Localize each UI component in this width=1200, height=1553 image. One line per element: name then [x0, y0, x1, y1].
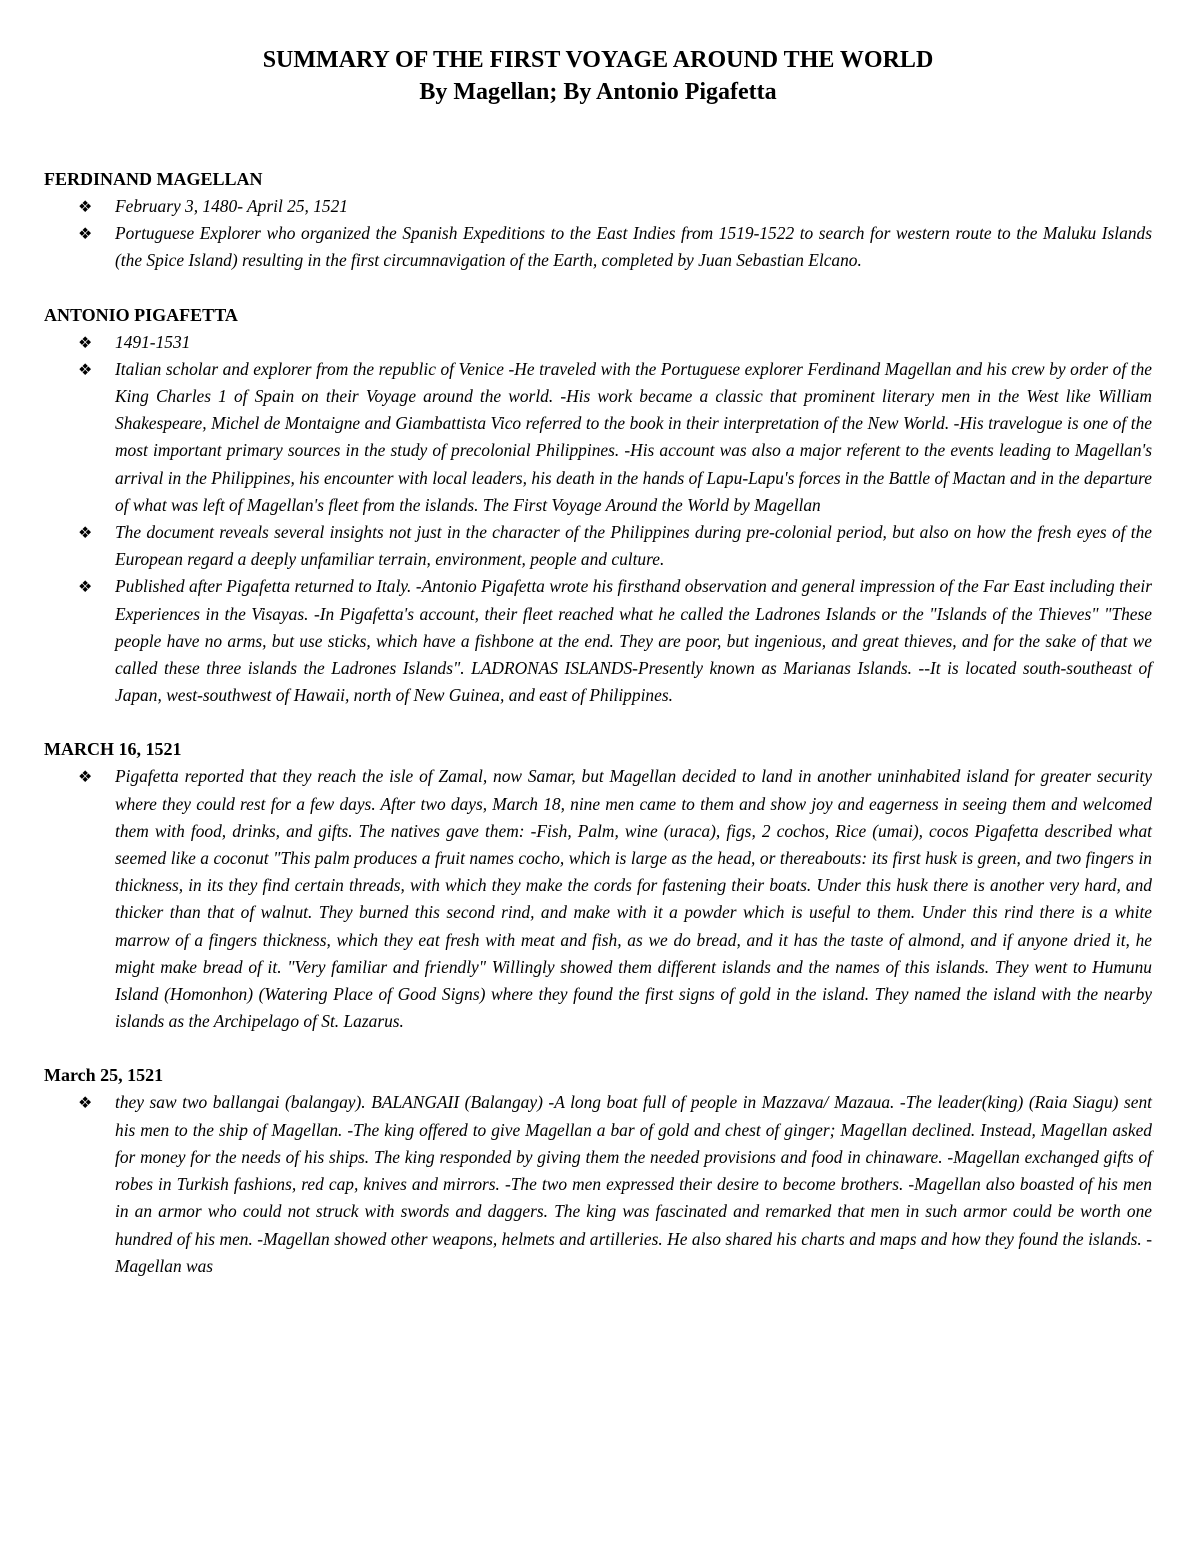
section-march-16-1521 — [44, 736, 1152, 1035]
bullet-list — [44, 329, 1152, 710]
section-antonio-pigafetta — [44, 302, 1152, 710]
spacer — [44, 108, 1152, 166]
bullet-text: 1491-1531 — [115, 331, 191, 352]
bullet-text: The document reveals several insights not just in the character of the Philippines during pre-colonial period, but also on how the fresh eyes of the European regard a deeply unfamiliar terrain, environment, people and culture. — [115, 522, 1152, 570]
spacer — [44, 1035, 1152, 1062]
four-diamond-bullet-icon: ❖ — [78, 577, 93, 597]
bullet-list — [44, 1089, 1152, 1279]
list-item — [44, 763, 1152, 1035]
four-diamond-bullet-icon: ❖ — [78, 332, 93, 352]
four-diamond-bullet-icon: ❖ — [78, 224, 93, 244]
bullet-text: they saw two ballangai (balangay). BALANGAII (Balangay) -A long boat full of people in Mazzava/ Mazaua. -The leader(king) (Raia Siagu) sent his men to the ship of Magellan. -The king offered to give Magellan a bar of gold and chest of ginger; Magellan declined. Instead, Magellan asked for money for the needs of his ships. The king responded by giving them the needed provisions and food in chinaware. -Magellan exchanged gifts of robes in Turkish fashions, red cap, knives and mirrors. -The two men expressed their desire to become brothers. -Magellan also boasted of his men in an armor who could not struck with swords and daggers. The king was fascinated and remarked that men in such armor could be worth one hundred of his men. -Magellan showed other weapons, helmets and artilleries. He also shared his charts and maps and how they found the islands. -Magellan was — [115, 1092, 1152, 1276]
list-item — [44, 1089, 1152, 1279]
spacer — [44, 709, 1152, 736]
section-march-25-1521 — [44, 1062, 1152, 1279]
list-item — [44, 519, 1152, 573]
section-ferdinand-magellan — [44, 166, 1152, 275]
list-item — [44, 356, 1152, 519]
document-title: SUMMARY OF THE FIRST VOYAGE AROUND THE WORLD — [262, 47, 934, 73]
document-page — [44, 44, 1152, 1280]
section-heading: March 25, 1521 — [44, 1065, 164, 1086]
list-item — [44, 220, 1152, 274]
list-item — [44, 193, 1152, 220]
four-diamond-bullet-icon: ❖ — [78, 1093, 93, 1113]
bullet-list — [44, 193, 1152, 275]
four-diamond-bullet-icon: ❖ — [78, 523, 93, 543]
bullet-text: February 3, 1480- April 25, 1521 — [115, 196, 348, 216]
bullet-text: Published after Pigafetta returned to Italy. -Antonio Pigafetta wrote his firsthand observation and general impression of the Far East including their Experiences in the Visayas. -In Pigafetta's account, their fleet reached what he called the Ladrones Islands or the "Islands of the Thieves" "These people have no arms, but use sticks, which have a fishbone at the end. They are poor, but ingenious, and great thieves, and for the sake of that we called these three islands the Ladrones Islands". LADRONAS ISLANDS-Presently known as Marianas Islands. --It is located south-southeast of Japan, west-southwest of Hawaii, north of New Guinea, and east of Philippines. — [115, 576, 1152, 706]
bullet-text: Italian scholar and explorer from the republic of Venice -He traveled with the Portuguese explorer Ferdinand Magellan and his crew by order of the King Charles 1 of Spain on their Voyage around the world. -His work became a classic that prominent literary men in the West like William Shakespeare, Michel de Montaigne and Giambattista Vico referred to the book in their interpretation of the New World. -His travelogue is one of the most important primary sources in the study of precolonial Philippines. -His account was also a major referent to the events leading to Magellan's arrival in the Philippines, his encounter with local leaders, his death in the hands of Lapu-Lapu's forces in the Battle of Mactan and in the departure of what was left of Magellan's fleet from the islands. The First Voyage Around the World by Magellan — [115, 358, 1152, 515]
four-diamond-bullet-icon: ❖ — [78, 359, 93, 379]
list-item — [44, 573, 1152, 709]
bullet-text: Portuguese Explorer who organized the Spanish Expeditions to the East Indies from 1519-1522 to search for western route to the Maluku Islands (the Spice Island) resulting in the first circumnavigation of the Earth, completed by Juan Sebastian Elcano. — [115, 223, 1152, 271]
section-heading: MARCH 16, 1521 — [44, 739, 182, 760]
section-heading: ANTONIO PIGAFETTA — [44, 304, 238, 325]
four-diamond-bullet-icon: ❖ — [78, 197, 93, 216]
bullet-list — [44, 763, 1152, 1035]
bullet-text: Pigafetta reported that they reach the isle of Zamal, now Samar, but Magellan decided to land in another uninhabited island for greater security where they could rest for a few days. After two days, March 18, nine men came to them and show joy and eagerness in seeing them and welcomed them with food, drinks, and gifts. The natives gave them: -Fish, Palm, wine (uraca), figs, 2 cochos, Rice (umai), cocos Pigafetta described what seemed like a coconut "This palm produces a fruit names cocho, which is large as the head, or thereabouts: its first husk is green, and two fingers in thickness, in its they find certain threads, with which they make the cords for fastening their boats. Under this husk there is another very hard, and thicker than that of walnut. They burned this second rind, and make with it a powder which is useful to them. Under this rind there is a white marrow of a fingers thickness, which they eat fresh with meat and fish, as we do bread, and it has the taste of almond, and if anyone dried it, he might make bread of it. "Very familiar and friendly" Willingly showed them different islands and the names of this islands. They went to Humunu Island (Homonhon) (Watering Place of Good Signs) where they found the first signs of gold in the island. They named the island with the nearby islands as the Archipelago of St. Lazarus. — [115, 766, 1152, 1032]
section-heading: FERDINAND MAGELLAN — [44, 169, 263, 189]
four-diamond-bullet-icon: ❖ — [78, 767, 93, 787]
spacer — [44, 275, 1152, 302]
document-subtitle: By Magellan; By Antonio Pigafetta — [419, 79, 777, 105]
list-item — [44, 329, 1152, 356]
